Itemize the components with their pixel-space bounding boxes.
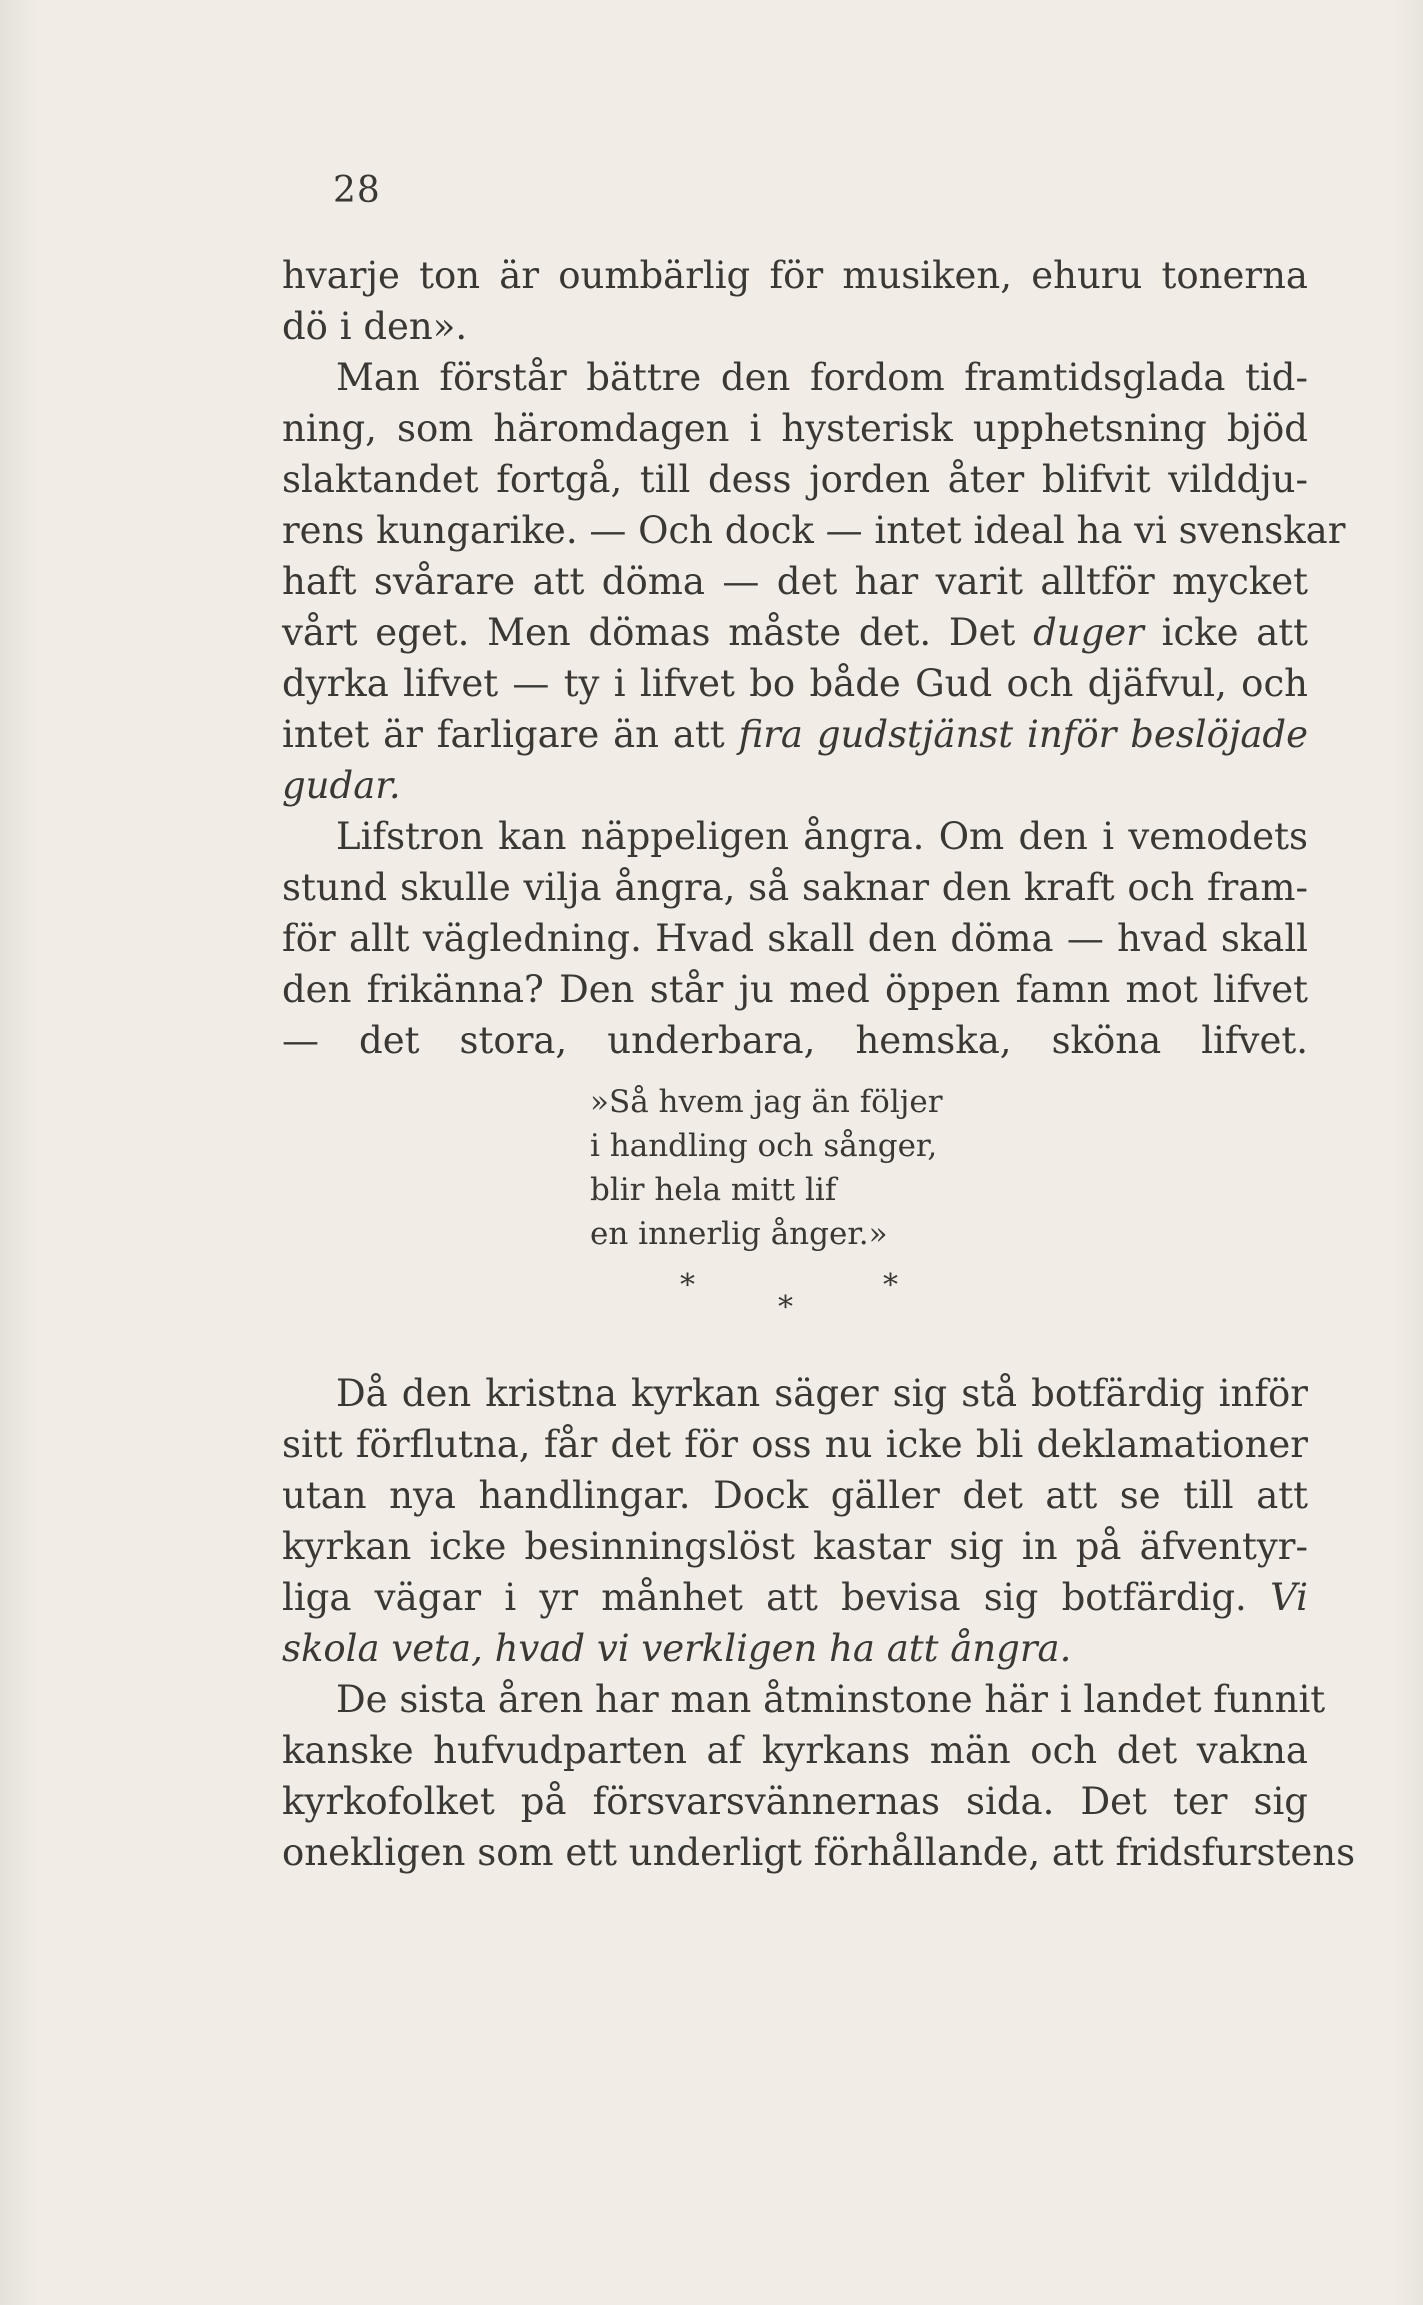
text-line: sitt förflutna, får det för oss nu icke bli deklamationer — [282, 1423, 1308, 1466]
poem-line: blir hela mitt lif — [590, 1172, 837, 1208]
text-line: Lifstron kan näppeligen ångra. Om den i vemodets — [336, 815, 1308, 858]
text-line: kyrkan icke besinningslöst kastar sig in på äfventyr- — [282, 1525, 1308, 1568]
text-line: rens kungarike. — Och dock — intet ideal ha vi svenskar — [282, 509, 1346, 552]
text-line: kanske hufvudparten af kyrkans män och det vakna — [282, 1729, 1308, 1772]
text-line: dö i den». — [282, 305, 468, 348]
paragraph-block-2 — [282, 1368, 1356, 1878]
text-line: stund skulle vilja ångra, så saknar den kraft och fram- — [282, 866, 1308, 909]
text-line: skola veta, hvad vi verkligen ha att ångra. — [282, 1627, 1072, 1670]
text-line: hvarje ton är oumbärlig för musiken, ehuru tonerna — [282, 254, 1308, 297]
text-line: den frikänna? Den står ju med öppen famn mot lifvet — [282, 968, 1308, 1011]
paragraph-block-1 — [282, 250, 1346, 1066]
text-line: liga vägar i yr månhet att bevisa sig botfärdig. Vi — [282, 1576, 1308, 1619]
section-separator-asterisk: * — [680, 1268, 695, 1303]
text-line: slaktandet fortgå, till dess jorden åter blifvit vilddju- — [282, 458, 1308, 501]
section-separator-asterisk: * — [778, 1290, 793, 1325]
text-line: onekligen som ett underligt förhållande, att fridsfurstens — [282, 1831, 1356, 1874]
text-line: Då den kristna kyrkan säger sig stå botfärdig inför — [336, 1372, 1308, 1415]
text-line: — det stora, underbara, hemska, sköna lifvet. — [282, 1019, 1308, 1062]
text-line: De sista åren har man åtminstone här i landet funnit — [336, 1678, 1326, 1721]
poem-line: en innerlig ånger.» — [590, 1216, 888, 1252]
poem-quote — [590, 1080, 943, 1256]
text-line: dyrka lifvet — ty i lifvet bo både Gud och djäfvul, och — [282, 662, 1308, 705]
text-line: haft svårare att döma — det har varit alltför mycket — [282, 560, 1308, 603]
text-line: intet är farligare än att fira gudstjänst inför beslöjade — [282, 713, 1309, 756]
section-separator-asterisk: * — [883, 1268, 898, 1303]
text-line: utan nya handlingar. Dock gäller det att se till att — [282, 1474, 1308, 1517]
poem-line: »Så hvem jag än följer — [590, 1084, 943, 1120]
page-number: 28 — [333, 170, 381, 211]
text-line: Man förstår bättre den fordom framtidsglada tid- — [336, 356, 1308, 399]
text-line: kyrkofolket på försvarsvännernas sida. Det ter sig — [282, 1780, 1308, 1823]
text-line: vårt eget. Men dömas måste det. Det duger icke att — [282, 611, 1309, 654]
text-line: för allt vägledning. Hvad skall den döma — hvad skall — [282, 917, 1308, 960]
poem-line: i handling och sånger, — [590, 1128, 938, 1164]
text-line: gudar. — [282, 764, 401, 807]
text-line: ning, som häromdagen i hysterisk upphetsning bjöd — [282, 407, 1308, 450]
